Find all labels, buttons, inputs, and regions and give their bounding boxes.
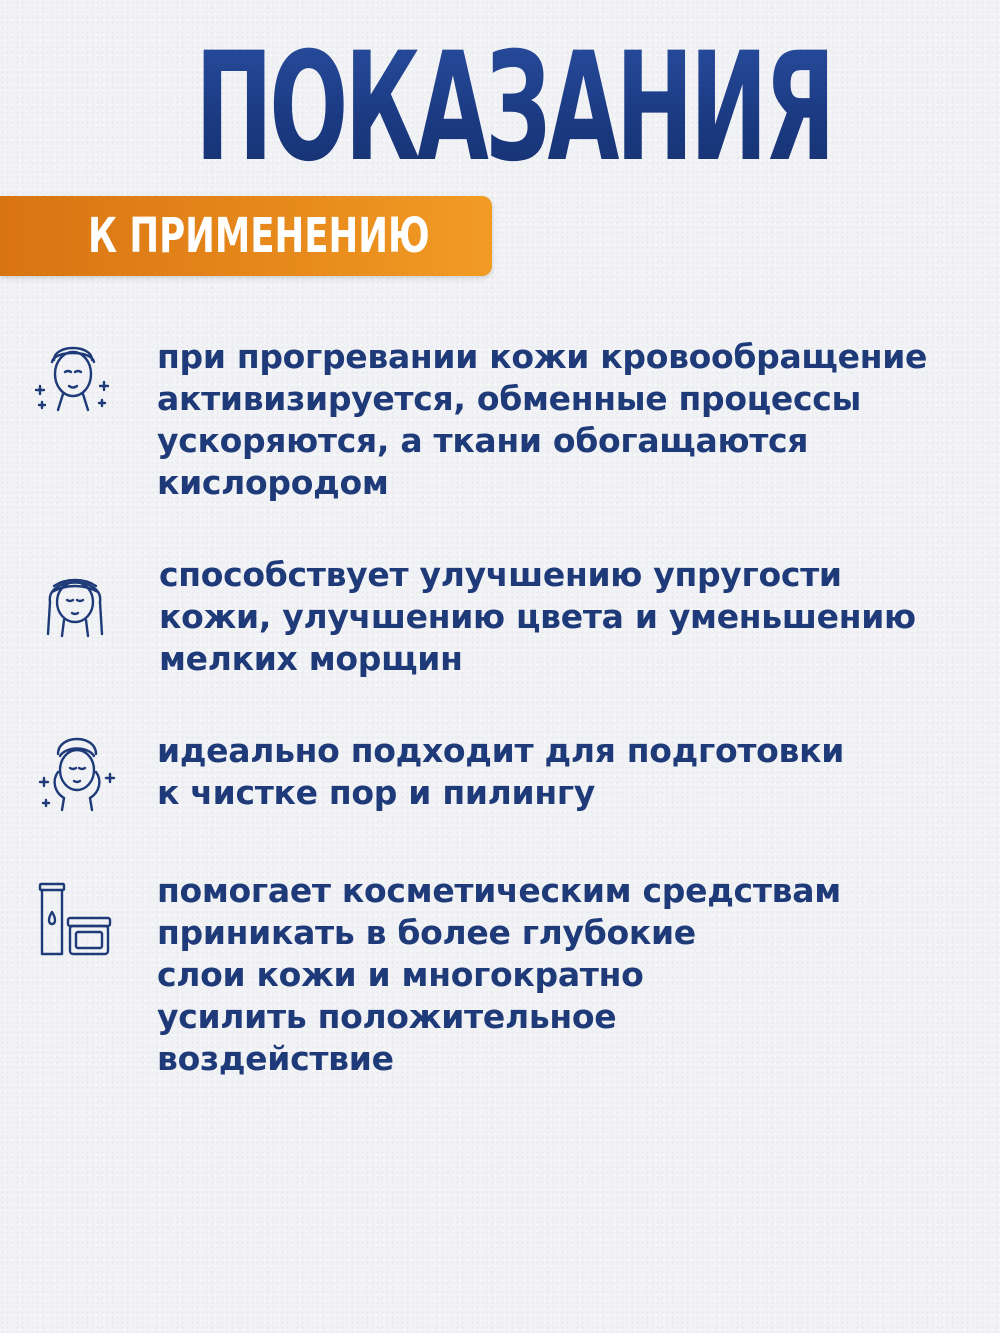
indication-text-3: идеально подходит для подготовки к чистке пор и пилингу xyxy=(157,731,845,812)
indication-text-2: способствует улучшению упругости кожи, улучшению цвета и уменьшению мелких морщин xyxy=(159,555,916,678)
page-title-text: ПОКАЗАНИЯ xyxy=(195,18,832,198)
face-headband-icon xyxy=(32,556,118,642)
indication-text-4: помогает косметическим средствам приникать в более глубокие слои кожи и многократно усилить положительное воздействие xyxy=(157,871,841,1078)
subtitle-text: К ПРИМЕНЕНИЮ xyxy=(88,208,430,264)
page-title xyxy=(0,18,1000,198)
indication-text-1: при прогревании кожи кровообращение активизируется, обменные процессы ускоряются, а ткани обогащаются кислородом xyxy=(157,337,928,502)
cosmetics-icon xyxy=(32,876,118,962)
subtitle-banner xyxy=(0,196,492,276)
face-hands-icon xyxy=(34,728,120,814)
face-sparkles-icon xyxy=(30,330,116,416)
